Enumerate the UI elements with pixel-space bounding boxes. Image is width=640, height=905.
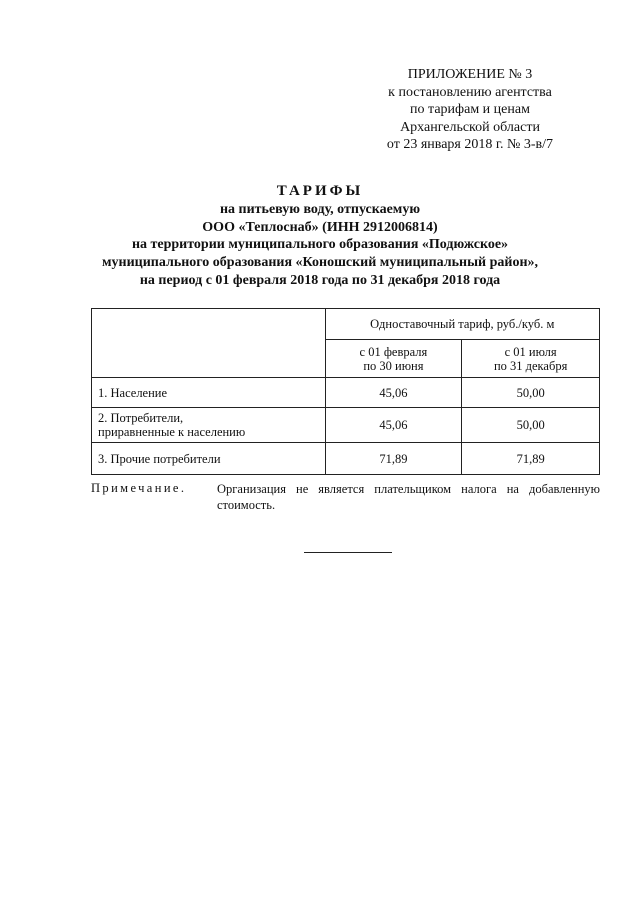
title-line: на питьевую воду, отпускаемую [219, 201, 421, 217]
row-label-line: 3. Прочие потребители [98, 451, 221, 466]
appendix-number: ПРИЛОЖЕНИЕ № 3 [407, 67, 533, 82]
appendix-line: по тарифам и ценам [410, 102, 530, 118]
row-value-1: 45,06 [325, 408, 462, 443]
period-line: с 01 февраля [359, 344, 428, 359]
row-label [92, 408, 326, 443]
title-main: ТАРИФЫ [276, 183, 364, 199]
title-line: на территории муниципального образования «Подюжское» [131, 237, 509, 253]
row-value-1: 71,89 [325, 443, 462, 475]
appendix-header [360, 66, 580, 154]
row-value-2: 71,89 [462, 443, 600, 475]
closing-rule [304, 552, 392, 553]
document-title [60, 183, 580, 290]
note-label: Примечание. [91, 481, 187, 495]
tariff-table [91, 308, 600, 475]
appendix-line: Архангельской области [400, 119, 540, 135]
period-cell-1 [325, 340, 462, 378]
note-text: Организация не является плательщиком налога на добавленную стоимость. [217, 482, 600, 512]
row-value-2: 50,00 [462, 378, 600, 408]
table-header-row [92, 309, 600, 340]
row-value-1: 45,06 [325, 378, 462, 408]
title-line: на период с 01 февраля 2018 года по 31 декабря 2018 года [139, 272, 501, 288]
appendix-line: к постановлению агентства [388, 84, 552, 100]
period-cell-2 [462, 340, 600, 378]
row-label [92, 378, 326, 408]
row-label-line: приравненные к населению [98, 425, 246, 439]
table-row [92, 378, 600, 408]
table-row [92, 443, 600, 475]
table-row [92, 408, 600, 443]
row-label-line: 1. Население [98, 385, 168, 400]
period-line: по 31 декабря [493, 358, 568, 373]
title-line: ООО «Теплоснаб» (ИНН 2912006814) [202, 219, 438, 235]
row-label [92, 443, 326, 475]
title-line: муниципального образования «Коношский муниципальный район», [101, 255, 539, 271]
period-line: по 30 июня [363, 358, 424, 373]
tariff-header-cell: Одноставочный тариф, руб./куб. м [325, 309, 599, 340]
table-corner-cell [92, 309, 326, 378]
row-value-2: 50,00 [462, 408, 600, 443]
row-label-line: 2. Потребители, [98, 411, 184, 425]
period-line: с 01 июля [504, 344, 557, 359]
appendix-date: от 23 января 2018 г. № 3-в/7 [386, 137, 554, 153]
